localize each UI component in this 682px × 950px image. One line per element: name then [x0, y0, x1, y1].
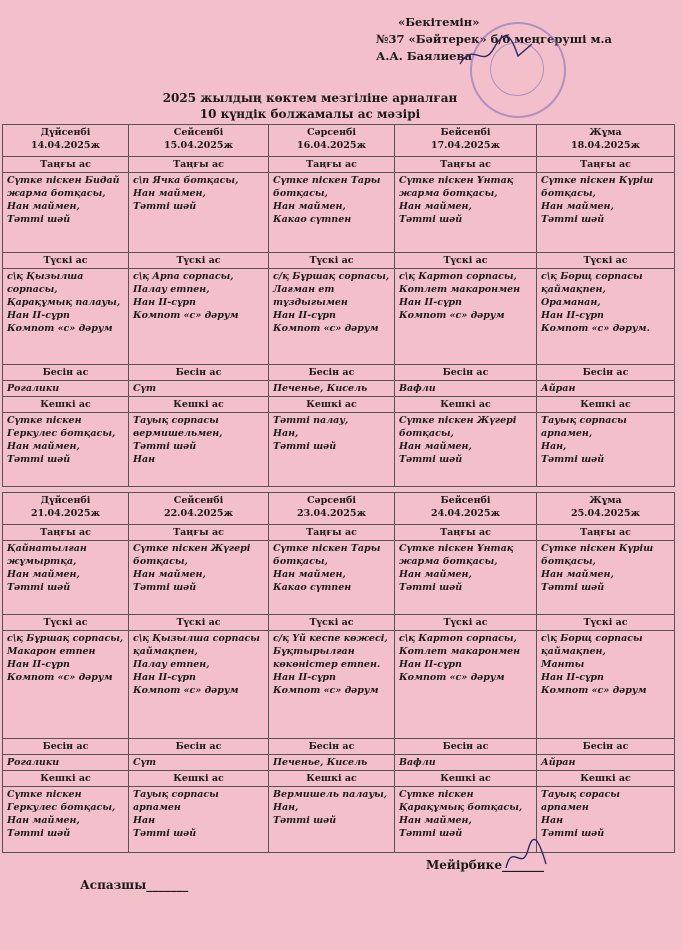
- meal-label: Таңғы ас: [129, 525, 269, 541]
- dish-cell: с/қ Бұршақ сорпасы, Лағман ет тұздығымен Нан ІІ-сұрп Компот «с» дәрум: [269, 269, 395, 365]
- dish-row: [3, 755, 675, 771]
- dish-row: [3, 173, 675, 253]
- meal-label: Кешкі ас: [3, 397, 129, 413]
- snack-cell: Вафли: [395, 755, 537, 771]
- day-header: Бейсенбі 24.04.2025ж: [395, 493, 537, 525]
- meal-label: Бесін ас: [129, 739, 269, 755]
- director-signature: [456, 34, 536, 74]
- dish-cell: с\қ Картоп сорпасы, Котлет макаронмен Нан ІІ-сұрп Компот «с» дәрум: [395, 269, 537, 365]
- dish-cell: с\қ Борщ сорпасы қаймақпен, Манты Нан ІІ-сұрп Компот «с» дәрум: [537, 631, 675, 739]
- dish-cell: Сүтке піскен Тары ботқасы, Нан маймен, Какао сүтпен: [269, 541, 395, 615]
- meal-label: Таңғы ас: [537, 157, 675, 173]
- menu-title-line2: 10 күндік болжамалы ас мәзірі: [199, 107, 421, 121]
- meal-row: [3, 771, 675, 787]
- meal-label: Түскі ас: [395, 615, 537, 631]
- snack-cell: Печенье, Кисель: [269, 381, 395, 397]
- meal-label: Түскі ас: [537, 253, 675, 269]
- meal-row: [3, 397, 675, 413]
- dish-cell: с\қ Арпа сорпасы, Палау етпен, Нан ІІ-сұрп Компот «с» дәрум: [129, 269, 269, 365]
- meal-label: Түскі ас: [269, 615, 395, 631]
- meal-row: [3, 365, 675, 381]
- meal-label: Түскі ас: [537, 615, 675, 631]
- day-header: Бейсенбі 17.04.2025ж: [395, 125, 537, 157]
- meal-label: Түскі ас: [395, 253, 537, 269]
- snack-cell: Вафли: [395, 381, 537, 397]
- day-header: Жұма 18.04.2025ж: [537, 125, 675, 157]
- meal-label: Таңғы ас: [129, 157, 269, 173]
- meal-row: [3, 157, 675, 173]
- dish-cell: с\қ Бұршақ сорпасы, Макарон етпен Нан ІІ-сұрп Компот «с» дәрум: [3, 631, 129, 739]
- meal-label: Таңғы ас: [3, 525, 129, 541]
- dish-cell: Сүтке піскен Жүгері ботқасы, Нан маймен, Тәтті шәй: [129, 541, 269, 615]
- dish-cell: Сүтке піскен Қарақұмық ботқасы, Нан маймен, Тәтті шәй: [395, 787, 537, 853]
- dish-cell: Сүтке піскен Бидай жарма ботқасы, Нан маймен, Тәтті шәй: [3, 173, 129, 253]
- dish-row: [3, 787, 675, 853]
- approval-title: «Бекітемін»: [398, 15, 480, 29]
- approval-org: №37 «Бәйтерек» б/б меңгеруші м.а: [376, 32, 612, 46]
- meal-label: Таңғы ас: [395, 157, 537, 173]
- dish-cell: Вермишель палауы, Нан, Тәтті шәй: [269, 787, 395, 853]
- week1-day-header: [3, 125, 675, 157]
- meal-label: Таңғы ас: [3, 157, 129, 173]
- dish-row: [3, 631, 675, 739]
- dish-cell: Сүтке піскен Күріш ботқасы, Нан маймен, Тәтті шәй: [537, 173, 675, 253]
- snack-cell: Сүт: [129, 755, 269, 771]
- dish-cell: Қайнатылған жұмыртқа, Нан маймен, Тәтті шәй: [3, 541, 129, 615]
- day-header: Сәрсенбі 16.04.2025ж: [269, 125, 395, 157]
- snack-cell: Рогалики: [3, 755, 129, 771]
- dish-cell: Сүтке піскен Геркулес ботқасы, Нан маймен, Тәтті шәй: [3, 787, 129, 853]
- meal-label: Түскі ас: [3, 253, 129, 269]
- meal-row: [3, 253, 675, 269]
- snack-cell: Айран: [537, 381, 675, 397]
- cook-signature-line: Аспазшы_______: [80, 878, 189, 892]
- dish-cell: с\қ Қызылша сорпасы, Қарақұмық палауы, Нан ІІ-сұрп Компот «с» дәрум: [3, 269, 129, 365]
- dish-cell: с\п Ячка ботқасы, Нан маймен, Тәтті шәй: [129, 173, 269, 253]
- dish-cell: Сүтке піскен Геркулес ботқасы, Нан маймен, Тәтті шәй: [3, 413, 129, 487]
- day-header: Дүйсенбі 14.04.2025ж: [3, 125, 129, 157]
- dish-cell: Тәтті палау, Нан, Тәтті шәй: [269, 413, 395, 487]
- dish-cell: Сүтке піскен Тары ботқасы, Нан маймен, Какао сүтпен: [269, 173, 395, 253]
- dish-cell: Тауық сорпасы арпамен, Нан, Тәтті шәй: [537, 413, 675, 487]
- meal-label: Түскі ас: [129, 615, 269, 631]
- meal-label: Кешкі ас: [269, 771, 395, 787]
- meal-label: Кешкі ас: [269, 397, 395, 413]
- dish-cell: с\қ Қызылша сорпасы қаймақпен, Палау етпен, Нан ІІ-сұрп Компот «с» дәрум: [129, 631, 269, 739]
- dish-cell: Сүтке піскен Күріш ботқасы, Нан маймен, Тәтті шәй: [537, 541, 675, 615]
- day-header: Сейсенбі 15.04.2025ж: [129, 125, 269, 157]
- dish-cell: Тауық сорпасы вермишельмен, Тәтті шәй Нан: [129, 413, 269, 487]
- dish-cell: Сүтке піскен Ұнтақ жарма ботқасы, Нан маймен, Тәтті шәй: [395, 541, 537, 615]
- meal-label: Бесін ас: [3, 739, 129, 755]
- meal-label: Бесін ас: [269, 365, 395, 381]
- menu-title-line1: 2025 жылдың көктем мезгіліне арналған: [162, 91, 458, 105]
- dish-cell: Тауық сорпасы арпамен Нан Тәтті шәй: [129, 787, 269, 853]
- dish-cell: Сүтке піскен Жүгері ботқасы, Нан маймен, Тәтті шәй: [395, 413, 537, 487]
- week2-day-header: [3, 493, 675, 525]
- meal-label: Түскі ас: [3, 615, 129, 631]
- meal-label: Түскі ас: [129, 253, 269, 269]
- day-header: Жұма 25.04.2025ж: [537, 493, 675, 525]
- meal-label: Кешкі ас: [3, 771, 129, 787]
- nurse-signature: [500, 838, 552, 878]
- dish-row: [3, 541, 675, 615]
- menu-title: [150, 90, 470, 122]
- meal-label: Бесін ас: [537, 365, 675, 381]
- day-header: Сәрсенбі 23.04.2025ж: [269, 493, 395, 525]
- meal-label: Бесін ас: [537, 739, 675, 755]
- meal-row: [3, 615, 675, 631]
- dish-row: [3, 413, 675, 487]
- dish-cell: с\қ Картоп сорпасы, Котлет макаронмен Нан ІІ-сұрп Компот «с» дәрум: [395, 631, 537, 739]
- snack-cell: Печенье, Кисель: [269, 755, 395, 771]
- meal-label: Таңғы ас: [537, 525, 675, 541]
- meal-label: Кешкі ас: [537, 397, 675, 413]
- approval-name: А.А. Баялиева: [376, 49, 472, 63]
- meal-label: Бесін ас: [3, 365, 129, 381]
- dish-cell: Тауық сорасы арпамен Нан Тәтті шәй: [537, 787, 675, 853]
- day-header: Дүйсенбі 21.04.2025ж: [3, 493, 129, 525]
- meal-row: [3, 739, 675, 755]
- snack-cell: Сүт: [129, 381, 269, 397]
- meal-row: [3, 525, 675, 541]
- dish-cell: Сүтке піскен Ұнтақ жарма ботқасы, Нан маймен, Тәтті шәй: [395, 173, 537, 253]
- meal-label: Бесін ас: [269, 739, 395, 755]
- meal-label: Таңғы ас: [269, 525, 395, 541]
- nurse-signature-line: Мейірбике_______: [426, 858, 544, 872]
- dish-row: [3, 381, 675, 397]
- dish-cell: с/қ Үй кеспе көжесі, Бұқтырылған көкөністер етпен. Нан ІІ-сұрп Компот «с» дәрум: [269, 631, 395, 739]
- meal-label: Кешкі ас: [395, 771, 537, 787]
- day-header: Сейсенбі 22.04.2025ж: [129, 493, 269, 525]
- meal-label: Кешкі ас: [129, 771, 269, 787]
- snack-cell: Рогалики: [3, 381, 129, 397]
- dish-cell: с\қ Борщ сорпасы қаймақпен, Ораманан, Нан ІІ-сұрп Компот «с» дәрум.: [537, 269, 675, 365]
- meal-label: Бесін ас: [395, 365, 537, 381]
- meal-label: Таңғы ас: [269, 157, 395, 173]
- week2-table: [2, 492, 675, 853]
- meal-label: Түскі ас: [269, 253, 395, 269]
- snack-cell: Айран: [537, 755, 675, 771]
- meal-label: Кешкі ас: [129, 397, 269, 413]
- week1-table: [2, 124, 675, 487]
- meal-label: Таңғы ас: [395, 525, 537, 541]
- meal-label: Бесін ас: [395, 739, 537, 755]
- meal-label: Кешкі ас: [537, 771, 675, 787]
- meal-label: Кешкі ас: [395, 397, 537, 413]
- dish-row: [3, 269, 675, 365]
- meal-label: Бесін ас: [129, 365, 269, 381]
